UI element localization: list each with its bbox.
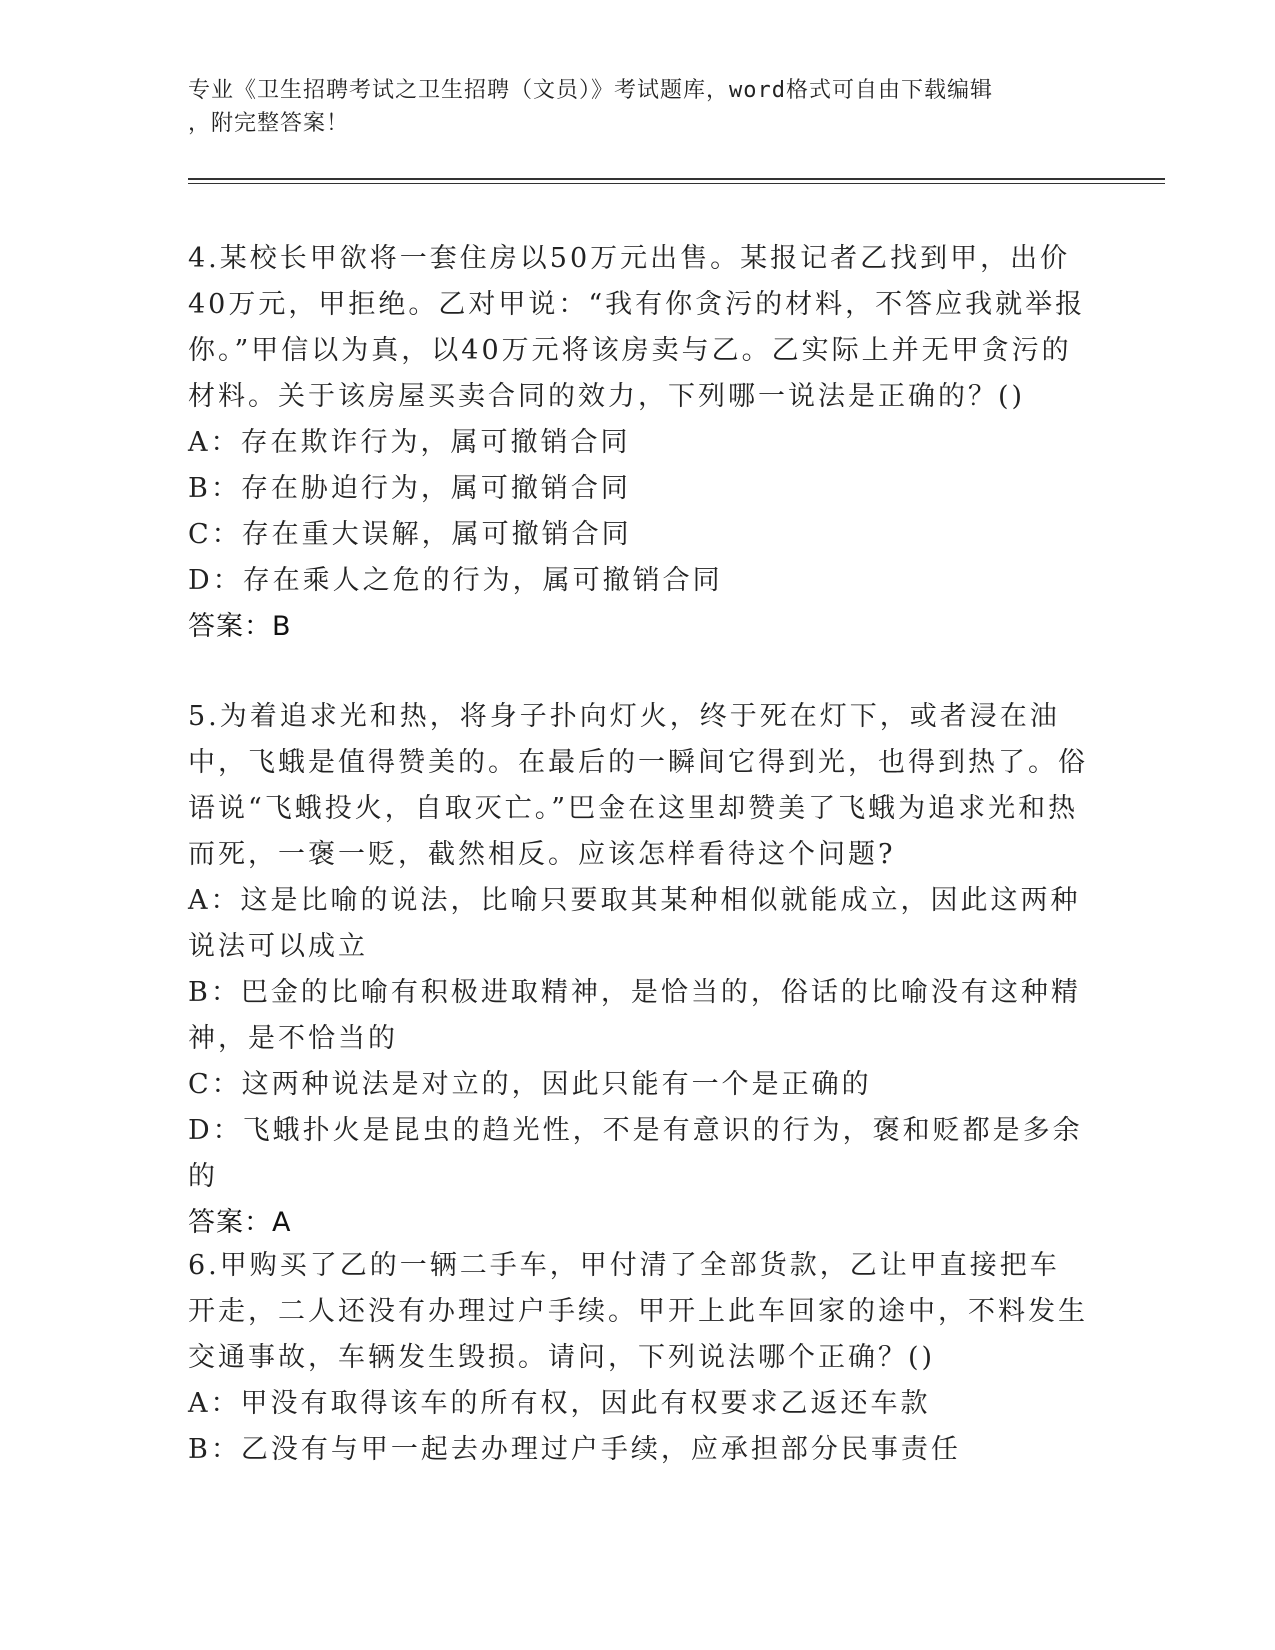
question-5 (188, 694, 1088, 1246)
question-stem: 5.为着追求光和热，将身子扑向灯火，终于死在灯下，或者浸在油中，飞蛾是值得赞美的。在最后的一瞬间它得到光，也得到热了。俗语说“飞蛾投火，自取灭亡。”巴金在这里却赞美了飞蛾为追求光和热而死，一褒一贬，截然相反。应该怎样看待这个问题? (188, 701, 1088, 870)
question-6 (188, 1243, 1088, 1473)
option-b: B：巴金的比喻有积极进取精神，是恰当的，俗话的比喻没有这种精神，是不恰当的 (188, 977, 1081, 1054)
answer-line: 答案：A (188, 1207, 292, 1238)
option-c: C：存在重大误解，属可撤销合同 (188, 519, 632, 550)
option-d: D：存在乘人之危的行为，属可撤销合同 (188, 565, 723, 596)
question-stem: 6.甲购买了乙的一辆二手车，甲付清了全部货款，乙让甲直接把车开走，二人还没有办理过户手续。甲开上此车回家的途中，不料发生交通事故，车辆发生毁损。请问，下列说法哪个正确？() (188, 1250, 1088, 1373)
answer-line: 答案：B (188, 611, 292, 642)
option-a: A：甲没有取得该车的所有权，因此有权要求乙返还车款 (188, 1388, 931, 1419)
header-line-2: ，附完整答案！ (188, 111, 350, 136)
document-header (188, 74, 1088, 140)
option-b: B：乙没有与甲一起去办理过户手续，应承担部分民事责任 (188, 1434, 961, 1465)
header-line-1: 专业《卫生招聘考试之卫生招聘（文员）》考试题库，word格式可自由下载编辑 (188, 78, 993, 103)
option-c: C：这两种说法是对立的，因此只能有一个是正确的 (188, 1069, 872, 1100)
question-stem: 4.某校长甲欲将一套住房以50万元出售。某报记者乙找到甲，出价40万元，甲拒绝。乙对甲说：“我有你贪污的材料，不答应我就举报你。”甲信以为真，以40万元将该房卖与乙。乙实际上并无甲贪污的材料。关于该房屋买卖合同的效力，下列哪一说法是正确的？() (188, 243, 1086, 412)
question-4 (188, 236, 1088, 650)
option-b: B：存在胁迫行为，属可撤销合同 (188, 473, 631, 504)
option-a: A：这是比喻的说法，比喻只要取其某种相似就能成立，因此这两种说法可以成立 (188, 885, 1081, 962)
option-a: A：存在欺诈行为，属可撤销合同 (188, 427, 631, 458)
header-divider (188, 178, 1165, 184)
option-d: D：飞蛾扑火是昆虫的趋光性，不是有意识的行为，褒和贬都是多余的 (188, 1115, 1083, 1192)
